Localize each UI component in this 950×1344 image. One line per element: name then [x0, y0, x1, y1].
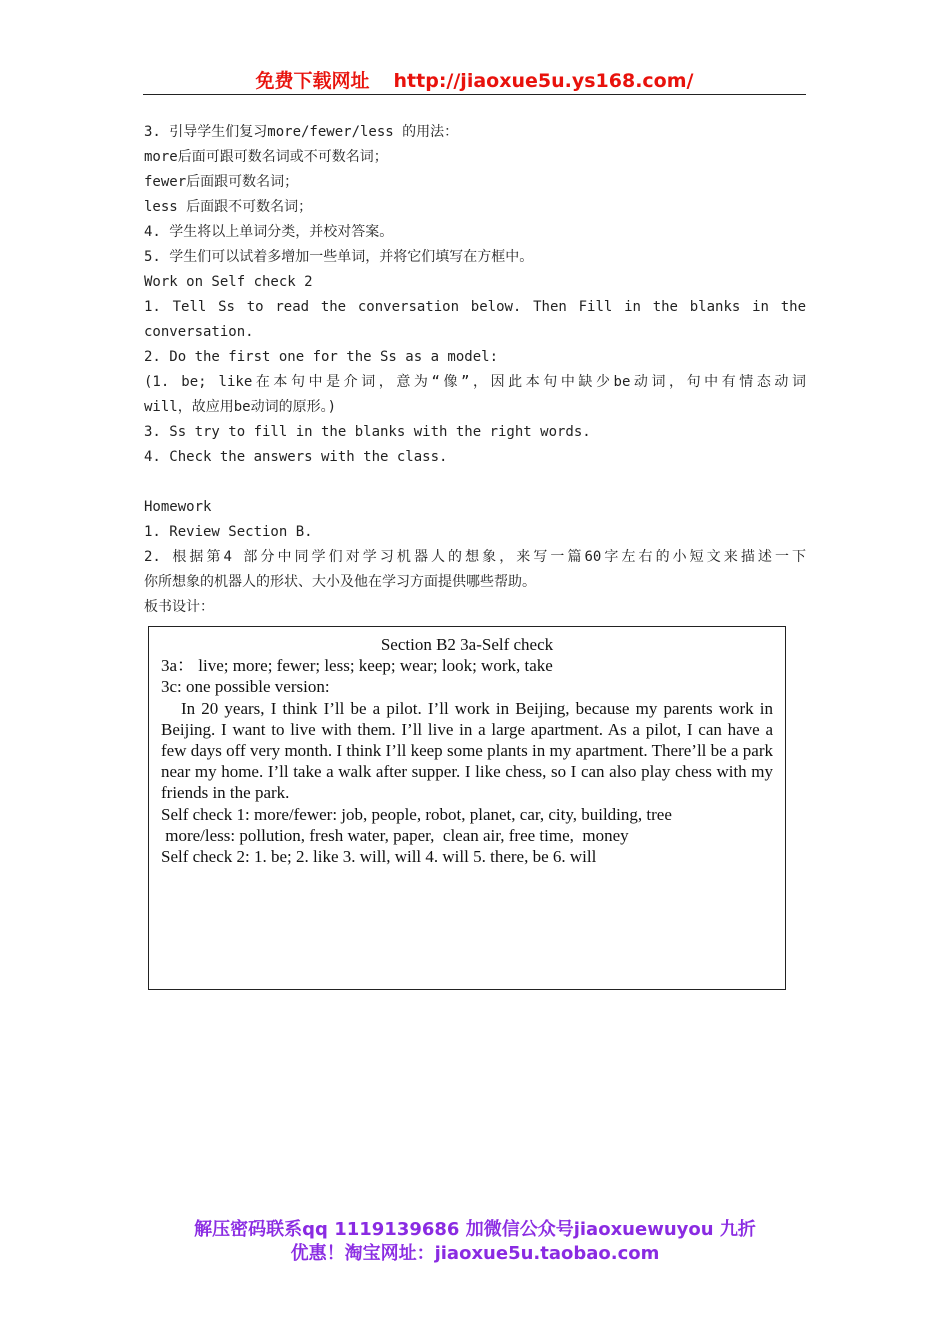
board-self-check-1-more-less: more/less: pollution, fresh water, paper, clean air, free time, money — [161, 825, 629, 845]
content-line: 1. Tell Ss to read the conversation below. Then Fill in the blanks in the — [144, 299, 806, 315]
footer-line-1: 解压密码联系qq 1119139686 加微信公众号jiaoxuewuyou 九折 — [194, 1219, 756, 1240]
blackboard-design-box — [148, 626, 786, 990]
content-line: (1. be; like在本句中是介词，意为“像”，因此本句中缺少be动词，句中有情态动词 — [144, 374, 806, 390]
content-line: 3. Ss try to fill in the blanks with the right words. — [144, 424, 591, 440]
content-line: conversation. — [144, 324, 254, 340]
content-line: more后面可跟可数名词或不可数名词； — [144, 149, 388, 165]
board-paragraph: In 20 years, I think I’ll be a pilot. I’ll work in Beijing, because my parents work in Beijing. I want to live with them. I’ll live in a large apartment. As a pilot, I can have a few days off very month. I think I’ll keep some plants in my apartment. There’ll be a park near my home. I’ll take a walk after supper. I like chess, so I can also play chess with my friends in the park. — [161, 698, 773, 803]
content-line: will，故应用be动词的原形。) — [144, 399, 337, 415]
content-line: 2. Do the first one for the Ss as a model: — [144, 349, 499, 365]
lesson-content — [144, 120, 806, 620]
content-line: 1. Review Section B. — [144, 524, 313, 540]
board-self-check-2: Self check 2: 1. be; 2. like 3. will, will 4. will 5. there, be 6. will — [161, 847, 597, 867]
page-footer — [120, 1218, 830, 1266]
content-line: less 后面跟不可数名词； — [144, 199, 313, 215]
content-line: Work on Self check 2 — [144, 274, 313, 290]
content-line: 3. 引导学生们复习more/fewer/less 的用法： — [144, 124, 459, 140]
content-line: Homework — [144, 499, 212, 515]
content-line: 你所想象的机器人的形状、大小及他在学习方面提供哪些帮助。 — [144, 574, 536, 590]
content-line: 5. 学生们可以试着多增加一些单词，并将它们填写在方框中。 — [144, 249, 534, 265]
content-line: 板书设计： — [144, 599, 214, 615]
board-self-check-1: Self check 1: more/fewer: job, people, robot, planet, car, city, building, tree — [161, 804, 672, 824]
content-line: 4. 学生将以上单词分类，并校对答案。 — [144, 224, 394, 240]
header-url-link[interactable]: http://jiaoxue5u.ys168.com/ — [393, 70, 694, 92]
footer-line-2: 优惠！淘宝网址：jiaoxue5u.taobao.com — [290, 1243, 660, 1264]
board-line-3c: 3c: one possible version: — [161, 677, 330, 697]
blank-line — [144, 470, 806, 495]
board-title: Section B2 3a-Self check — [380, 635, 554, 654]
content-line: 2. 根据第4 部分中同学们对学习机器人的想象，来写一篇60字左右的小短文来描述一下 — [144, 549, 806, 565]
page-header — [143, 66, 806, 95]
content-line: 4. Check the answers with the class. — [144, 449, 448, 465]
header-label: 免费下载网址 — [255, 70, 370, 92]
content-line: fewer后面跟可数名词； — [144, 174, 299, 190]
board-line-3a: 3a： live; more; fewer; less; keep; wear; look; work, take — [161, 656, 553, 676]
